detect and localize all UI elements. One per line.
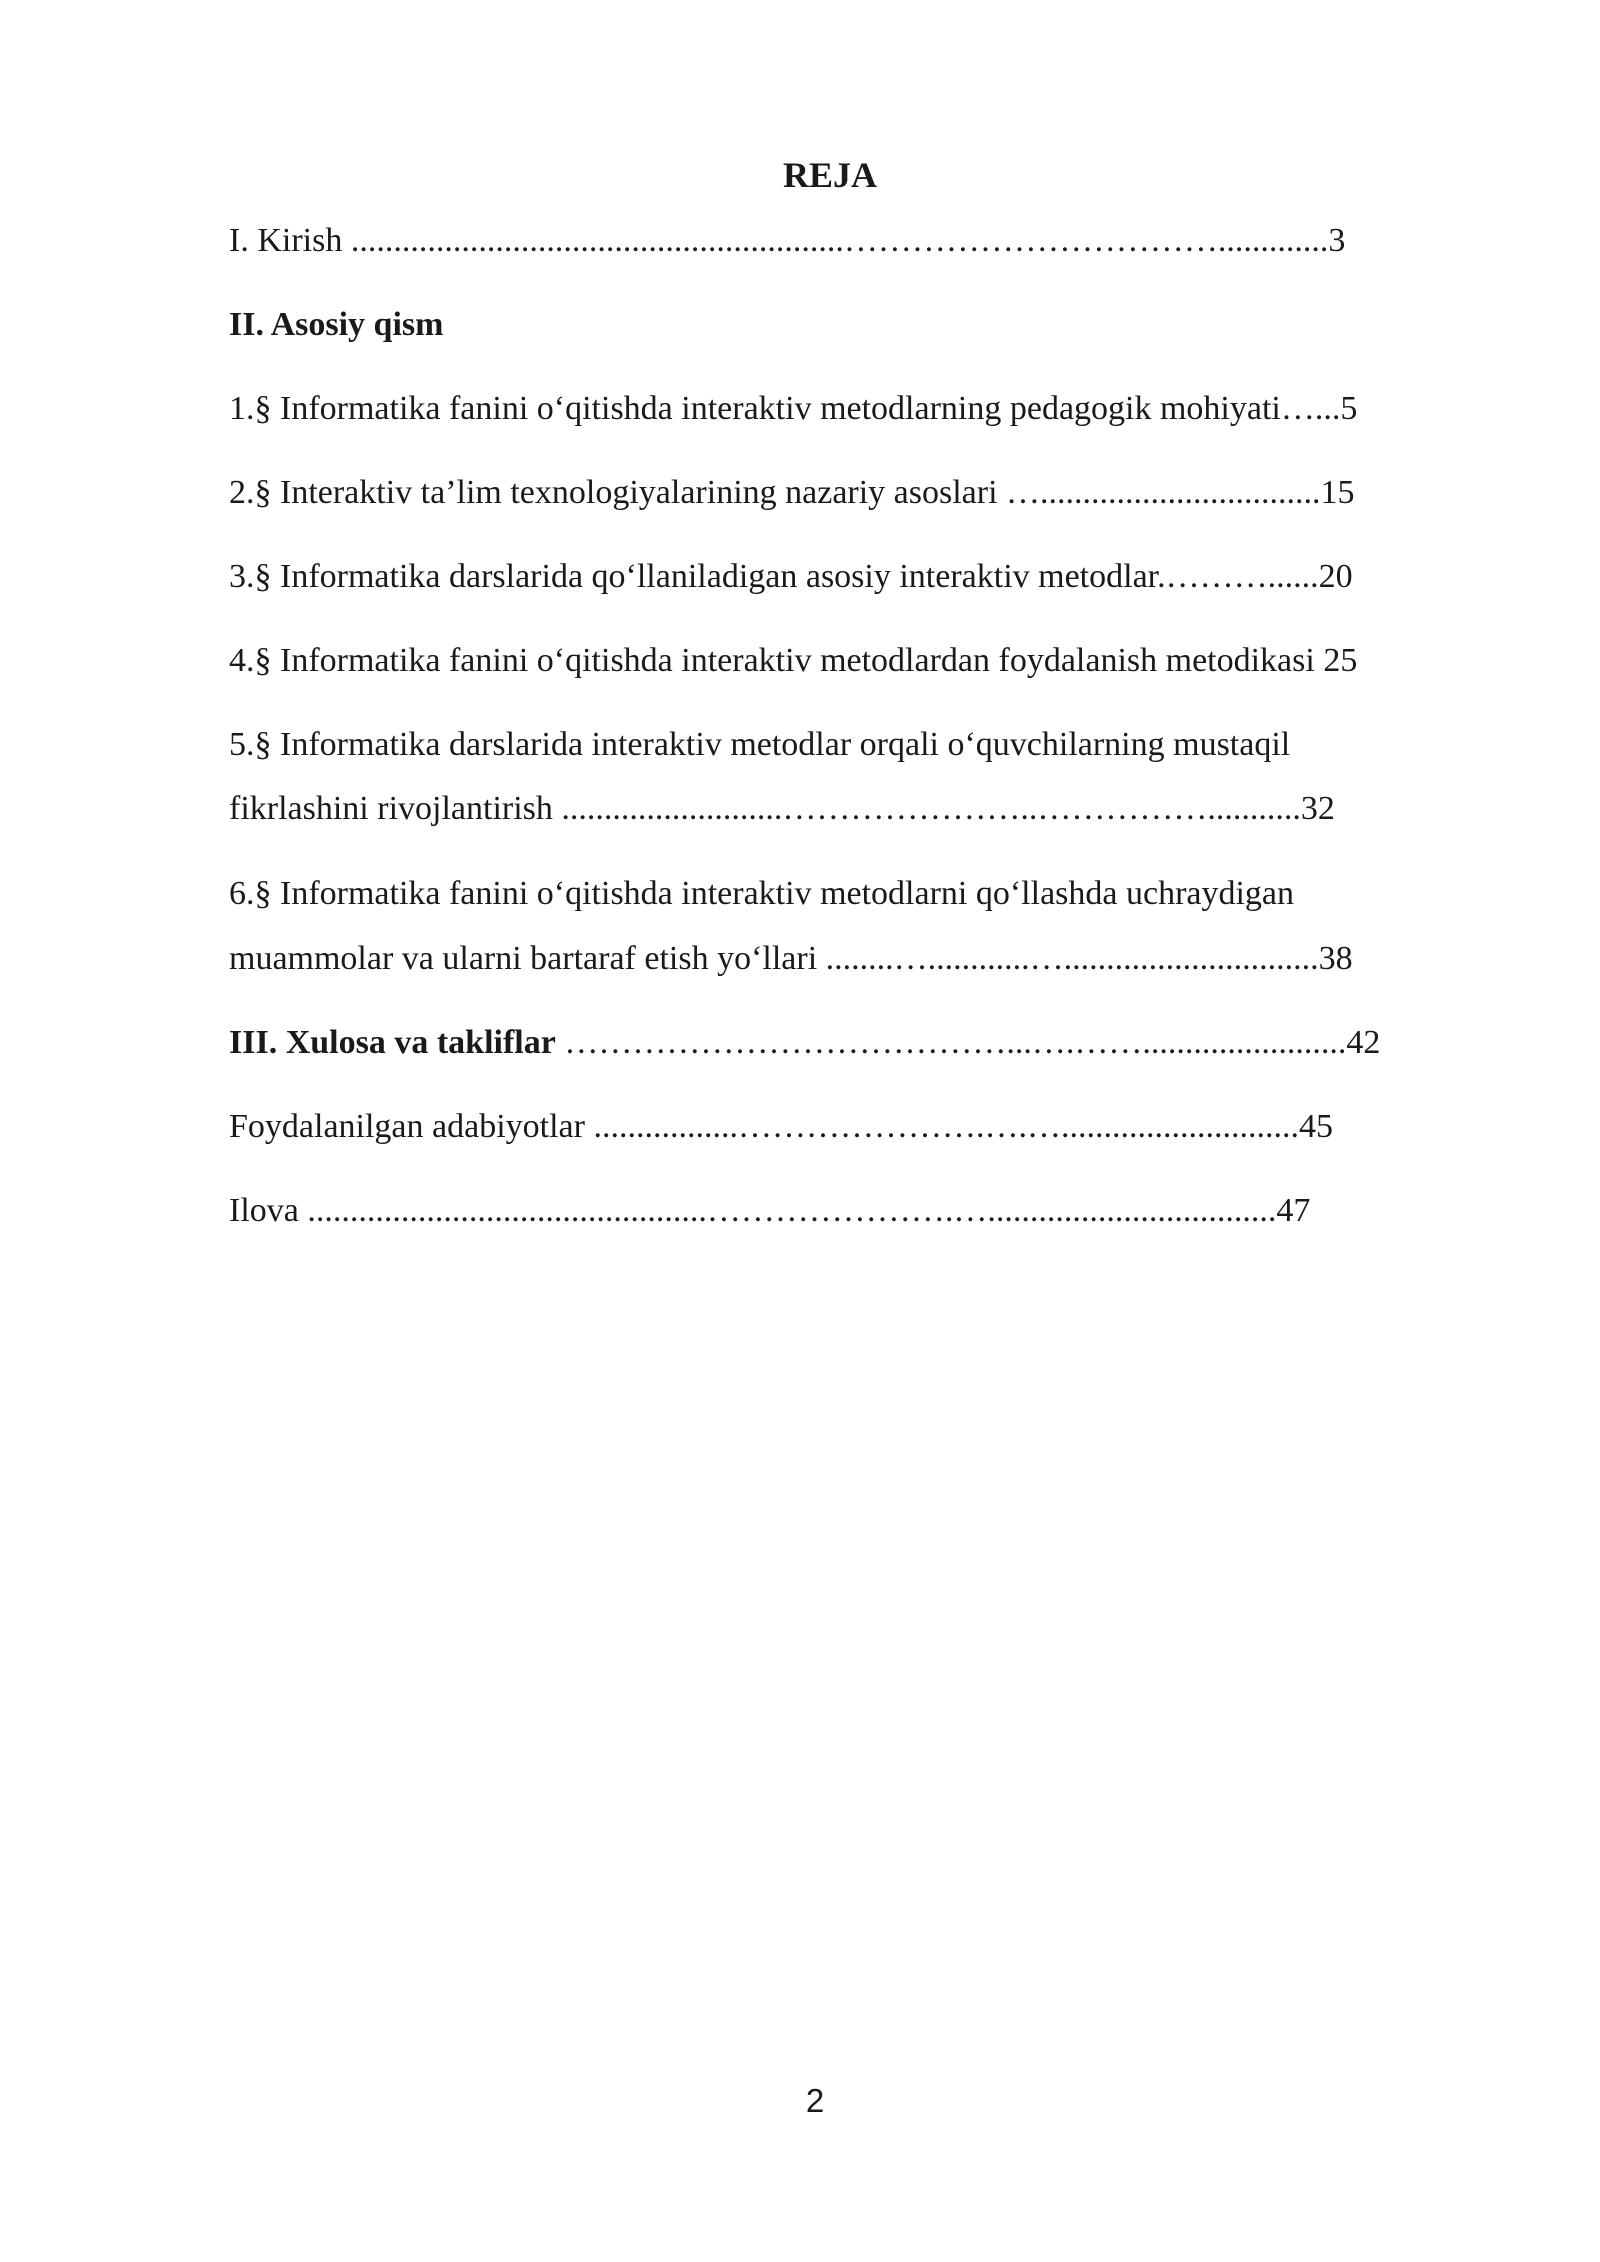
toc-entry-1: 1.§ Informatika fanini o‘qitishda interaktiv metodlarning pedagogik mohiyati…...5 bbox=[229, 390, 1358, 427]
toc-entry-5-line-1: 5.§ Informatika darslarida interaktiv metodlar orqali o‘quvchilarning mustaqil bbox=[229, 726, 1291, 763]
toc-entry-6-line-1: 6.§ Informatika fanini o‘qitishda interaktiv metodlarni qo‘llashda uchraydigan bbox=[229, 875, 1295, 912]
toc-entry-xulosa bbox=[229, 1020, 1380, 1066]
toc-entry-5-line-2: fikrlashini rivojlantirish ..........................…………………..……………...........32 bbox=[229, 790, 1335, 827]
document-title: REJA bbox=[782, 155, 877, 195]
toc-entry-xulosa-leader: …………………………………...….……........................42 bbox=[555, 1024, 1381, 1061]
toc-entry-2: 2.§ Interaktiv ta’lim texnologiyalarining nazariy asoslari ….................................15 bbox=[229, 474, 1355, 511]
toc-entry-6-line-2: muammolar va ularni bartaraf etish yo‘llari ........…............…..............................38 bbox=[229, 940, 1353, 977]
page-number: 2 bbox=[805, 2082, 825, 2119]
toc-entry-ilova: Ilova ...............................................………………….…..................................47 bbox=[229, 1192, 1311, 1229]
toc-section-asosiy-qism: II. Asosiy qism bbox=[229, 306, 444, 343]
toc-entry-3: 3.§ Informatika darslarida qo‘llaniladigan asosiy interaktiv metodlar.………......20 bbox=[229, 558, 1353, 595]
toc-entry-xulosa-label: III. Xulosa va takliflar bbox=[229, 1024, 556, 1061]
toc-entry-kirish: I. Kirish ..........................................................…………………………….............3 bbox=[229, 222, 1346, 259]
toc-entry-adabiyotlar: Foydalanilgan adabiyotlar .................………………….….…............................45 bbox=[229, 1108, 1333, 1145]
toc-entry-4: 4.§ Informatika fanini o‘qitishda interaktiv metodlardan foydalanish metodikasi 25 bbox=[229, 642, 1358, 679]
